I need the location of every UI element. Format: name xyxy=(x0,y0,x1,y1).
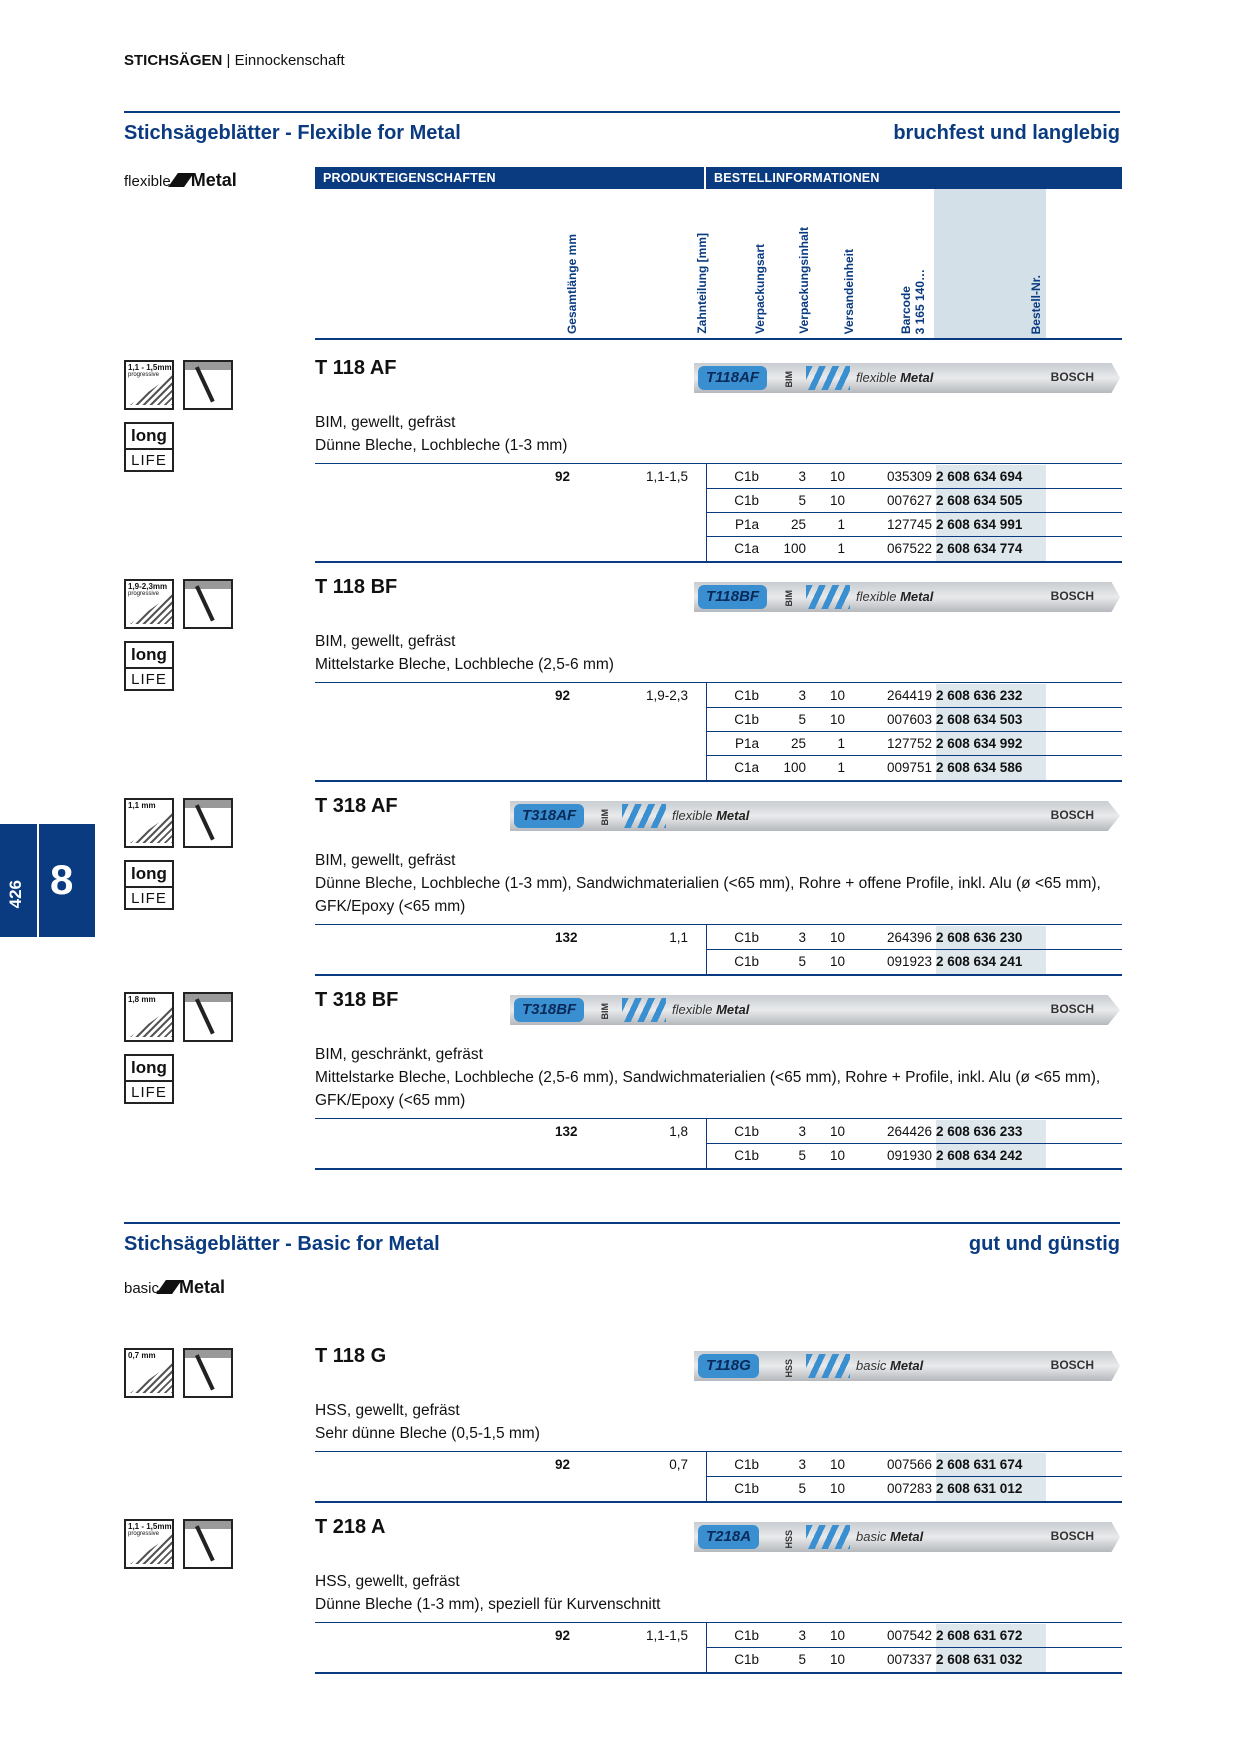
cell-barcode: 009751 xyxy=(886,760,932,775)
cell-ship-unit: 10 xyxy=(829,1628,845,1643)
blade-material: BIM xyxy=(784,371,794,388)
cell-pitch: 1,1-1,5 xyxy=(645,469,688,484)
product-material: BIM, gewellt, gefräst xyxy=(315,633,456,650)
cell-pack-type: C1b xyxy=(734,1124,759,1139)
cell-ship-unit: 10 xyxy=(829,1124,845,1139)
cell-order-number: 2 608 634 503 xyxy=(936,712,1023,727)
cell-pack-qty: 25 xyxy=(790,736,806,751)
blade-code: T318BF xyxy=(514,998,584,1022)
table-bottom-rule xyxy=(315,780,1122,782)
cell-pack-qty: 5 xyxy=(798,493,806,508)
saw-blade-image xyxy=(694,577,1120,617)
blade-stripes-icon xyxy=(806,585,850,609)
long-life-icon xyxy=(124,860,174,910)
cell-order-number: 2 608 634 242 xyxy=(936,1148,1023,1163)
product-title: T 118 AF xyxy=(315,357,397,379)
blade-stripes-icon xyxy=(622,804,666,828)
blade-series-mark xyxy=(856,1529,923,1544)
cell-pitch: 0,7 xyxy=(669,1457,688,1472)
cell-pack-qty: 3 xyxy=(798,1457,806,1472)
col-header-barcode-2: 3 165 140… xyxy=(913,268,927,334)
cell-pack-qty: 25 xyxy=(790,517,806,532)
table-bottom-rule xyxy=(315,974,1122,976)
cell-pitch: 1,1 xyxy=(669,930,688,945)
blade-word: Metal xyxy=(716,808,750,823)
blade-stripes-icon xyxy=(806,1354,850,1378)
table-top-rule xyxy=(315,682,1122,683)
blade-series: flexible xyxy=(856,589,897,604)
table-top-rule xyxy=(315,1118,1122,1119)
table-row xyxy=(315,1624,1122,1648)
cell-barcode: 007566 xyxy=(886,1457,932,1472)
table-bottom-rule xyxy=(315,1168,1122,1170)
cell-ship-unit: 10 xyxy=(829,469,845,484)
table-bottom-rule xyxy=(315,1672,1122,1674)
product-application: Mittelstarke Bleche, Lochbleche (2,5-6 mm), Sandwichmaterialien (<65 mm), Rohre + Profile, inkl. Alu (ø <65 mm), GFK/Epoxy (<65 mm) xyxy=(315,1069,1101,1109)
cell-order-number: 2 608 631 012 xyxy=(936,1481,1023,1496)
cell-barcode: 091923 xyxy=(886,954,932,969)
table-row xyxy=(315,1648,1122,1672)
cell-pack-qty: 5 xyxy=(798,712,806,727)
cell-ship-unit: 10 xyxy=(829,954,845,969)
product-material: BIM, geschränkt, gefräst xyxy=(315,1046,483,1063)
blade-brand: BOSCH xyxy=(1050,1529,1094,1543)
cell-pack-type: C1b xyxy=(734,688,759,703)
cell-length: 92 xyxy=(555,688,571,703)
cell-pitch: 1,1-1,5 xyxy=(645,1628,688,1643)
column-divider xyxy=(706,463,707,561)
logo-word: Metal xyxy=(190,170,237,190)
saw-blade-image xyxy=(510,990,1120,1030)
cell-barcode: 127752 xyxy=(886,736,932,751)
material-band xyxy=(185,1521,231,1529)
long-life-icon xyxy=(124,422,174,472)
cell-pack-type: C1b xyxy=(734,469,759,484)
blade-material: HSS xyxy=(784,1530,794,1549)
col-header-order-no: Bestell-Nr. xyxy=(1029,274,1043,334)
product-application: Sehr dünne Bleche (0,5-1,5 mm) xyxy=(315,1425,540,1442)
cell-ship-unit: 10 xyxy=(829,1481,845,1496)
progressive-label: progressive xyxy=(128,372,160,378)
blade-series: flexible xyxy=(856,370,897,385)
cell-pack-qty: 100 xyxy=(783,760,806,775)
cell-pack-type: C1b xyxy=(734,493,759,508)
blade-series-mark xyxy=(856,1358,923,1373)
cell-pack-type: C1b xyxy=(734,954,759,969)
product-material: HSS, gewellt, gefräst xyxy=(315,1573,460,1590)
column-divider xyxy=(706,924,707,974)
cell-ship-unit: 10 xyxy=(829,1148,845,1163)
product-material: HSS, gewellt, gefräst xyxy=(315,1402,460,1419)
section-title: Stichsägeblätter - Flexible for Metal xyxy=(124,122,461,144)
cell-pack-type: C1a xyxy=(734,760,759,775)
cell-length: 92 xyxy=(555,1457,571,1472)
material-band xyxy=(185,1350,231,1358)
cell-barcode: 264419 xyxy=(886,688,932,703)
table-row xyxy=(315,684,1122,708)
chapter-number: 8 xyxy=(50,856,74,903)
cell-pack-type: P1a xyxy=(734,517,759,532)
cell-barcode: 007283 xyxy=(886,1481,932,1496)
cell-ship-unit: 10 xyxy=(829,688,845,703)
blade-series: basic xyxy=(856,1529,887,1544)
logo-prefix: flexible xyxy=(124,173,171,190)
table-row xyxy=(315,926,1122,950)
cell-order-number: 2 608 634 586 xyxy=(936,760,1023,775)
blade-brand: BOSCH xyxy=(1050,1358,1094,1372)
cut-line xyxy=(195,998,215,1034)
col-header-pack-type: Verpackungsart xyxy=(753,243,767,334)
cell-pack-type: C1b xyxy=(734,1148,759,1163)
long-life-icon xyxy=(124,1054,174,1104)
tooth-pitch-icon xyxy=(124,992,174,1042)
long-life-icon xyxy=(124,641,174,691)
cut-line xyxy=(195,366,215,402)
long-life-bottom: LIFE xyxy=(131,671,167,688)
cell-barcode: 127745 xyxy=(886,517,932,532)
blade-brand: BOSCH xyxy=(1050,589,1094,603)
cell-barcode: 264426 xyxy=(886,1124,932,1139)
column-divider xyxy=(706,1622,707,1672)
tooth-pitch-label: 1,8 mm xyxy=(128,995,156,1004)
product-application: Dünne Bleche (1-3 mm), speziell für Kurvenschnitt xyxy=(315,1596,661,1613)
tooth-pitch-icon xyxy=(124,1519,174,1569)
cell-pack-type: C1b xyxy=(734,1457,759,1472)
breadcrumb-category: STICHSÄGEN xyxy=(124,52,223,69)
tooth-pitch-label: 1,1 - 1,5mm xyxy=(128,1522,172,1531)
cell-order-number: 2 608 634 505 xyxy=(936,493,1023,508)
cut-line xyxy=(195,1525,215,1561)
blade-series-mark xyxy=(672,1002,749,1017)
blade-brand: BOSCH xyxy=(1050,370,1094,384)
product-application: Dünne Bleche, Lochbleche (1-3 mm) xyxy=(315,437,568,454)
section-rule xyxy=(124,111,1120,113)
cell-pack-type: C1b xyxy=(734,930,759,945)
table-row xyxy=(315,537,1122,561)
cell-pack-type: C1b xyxy=(734,1481,759,1496)
product-description xyxy=(315,630,1125,676)
breadcrumb-subcategory: Einnockenschaft xyxy=(234,52,345,69)
blade-stripes-icon xyxy=(622,998,666,1022)
blade-code: T218A xyxy=(698,1525,759,1549)
material-band xyxy=(185,581,231,589)
product-application: Dünne Bleche, Lochbleche (1-3 mm), Sandwichmaterialien (<65 mm), Rohre + offene Profile, inkl. Alu (ø <65 mm), GFK/Epoxy (<65 mm) xyxy=(315,875,1101,915)
teeth-hatch-icon xyxy=(130,1363,172,1393)
cell-barcode: 007542 xyxy=(886,1628,932,1643)
tooth-pitch-label: 0,7 mm xyxy=(128,1351,156,1360)
cut-line xyxy=(195,585,215,621)
straight-cut-icon xyxy=(183,1348,233,1398)
flexible-metal-logo xyxy=(124,170,237,191)
blade-word: Metal xyxy=(889,1358,924,1373)
table-top-rule xyxy=(315,1451,1122,1452)
blade-series: flexible xyxy=(672,808,713,823)
cell-length: 132 xyxy=(555,930,578,945)
section-rule xyxy=(124,1222,1120,1224)
saw-blade-image xyxy=(694,358,1120,398)
logo-prefix: basic xyxy=(124,1280,160,1297)
blade-series: flexible xyxy=(672,1002,713,1017)
cell-ship-unit: 1 xyxy=(837,736,845,751)
section-tagline: bruchfest und langlebig xyxy=(893,122,1120,144)
curve-cut-icon xyxy=(183,1519,233,1569)
col-header-length: Gesamtlänge mm xyxy=(565,233,579,334)
cell-order-number: 2 608 634 992 xyxy=(936,736,1023,751)
material-band xyxy=(185,362,231,370)
col-header-pitch: Zahnteilung [mm] xyxy=(695,233,709,334)
blade-material: BIM xyxy=(600,809,610,826)
cell-pack-qty: 5 xyxy=(798,1652,806,1667)
table-row xyxy=(315,1453,1122,1477)
cut-line xyxy=(195,1354,215,1390)
straight-cut-icon xyxy=(183,992,233,1042)
col-header-barcode-1: Barcode xyxy=(899,285,913,334)
cell-order-number: 2 608 634 694 xyxy=(936,469,1023,484)
cell-pack-qty: 3 xyxy=(798,469,806,484)
cell-order-number: 2 608 634 991 xyxy=(936,517,1023,532)
table-row xyxy=(315,756,1122,780)
saw-blade-image xyxy=(694,1346,1120,1386)
table-header-rule xyxy=(315,338,1122,340)
breadcrumb-separator: | xyxy=(226,52,235,69)
table-bottom-rule xyxy=(315,561,1122,563)
cell-order-number: 2 608 631 672 xyxy=(936,1628,1023,1643)
blade-series: basic xyxy=(856,1358,887,1373)
cell-barcode: 035309 xyxy=(886,469,932,484)
cell-pack-qty: 3 xyxy=(798,1628,806,1643)
cell-pack-qty: 3 xyxy=(798,1124,806,1139)
blade-brand: BOSCH xyxy=(1050,1002,1094,1016)
product-description xyxy=(315,849,1125,918)
blade-stripes-icon xyxy=(806,1525,850,1549)
tooth-pitch-icon xyxy=(124,1348,174,1398)
cell-pack-qty: 5 xyxy=(798,1481,806,1496)
product-title: T 118 BF xyxy=(315,576,398,598)
section-tagline: gut und günstig xyxy=(968,1233,1120,1255)
logo-word: Metal xyxy=(179,1277,226,1297)
cell-barcode: 067522 xyxy=(886,541,932,556)
cell-order-number: 2 608 636 233 xyxy=(936,1124,1023,1139)
cell-pack-type: C1a xyxy=(734,541,759,556)
product-application: Mittelstarke Bleche, Lochbleche (2,5-6 mm) xyxy=(315,656,614,673)
section-title: Stichsägeblätter - Basic for Metal xyxy=(124,1233,440,1255)
group-header-product: PRODUKTEIGENSCHAFTEN xyxy=(315,167,704,189)
tooth-pitch-icon xyxy=(124,360,174,410)
cell-ship-unit: 10 xyxy=(829,1652,845,1667)
product-title: T 318 BF xyxy=(315,989,399,1011)
product-material: BIM, gewellt, gefräst xyxy=(315,852,456,869)
cell-length: 92 xyxy=(555,469,571,484)
table-top-rule xyxy=(315,463,1122,464)
cell-ship-unit: 1 xyxy=(837,760,845,775)
cell-pack-qty: 100 xyxy=(783,541,806,556)
blade-code: T118G xyxy=(698,1354,759,1378)
blade-series-mark xyxy=(672,808,749,823)
cell-order-number: 2 608 634 241 xyxy=(936,954,1023,969)
saw-blade-image xyxy=(694,1517,1120,1557)
cell-barcode: 264396 xyxy=(886,930,932,945)
col-header-ship-unit: Versandeinheit xyxy=(842,248,856,334)
long-life-top: long xyxy=(126,1056,172,1082)
long-life-top: long xyxy=(126,643,172,669)
cell-order-number: 2 608 636 230 xyxy=(936,930,1023,945)
col-header-pack-qty: Verpackungsinhalt xyxy=(797,227,811,334)
blade-word: Metal xyxy=(900,370,934,385)
cell-pack-qty: 3 xyxy=(798,930,806,945)
cell-pack-qty: 3 xyxy=(798,688,806,703)
progressive-label: progressive xyxy=(128,591,160,597)
cell-ship-unit: 10 xyxy=(829,493,845,508)
table-top-rule xyxy=(315,924,1122,925)
progressive-label: progressive xyxy=(128,1531,160,1537)
tooth-pitch-label: 1,1 - 1,5mm xyxy=(128,363,172,372)
cell-ship-unit: 1 xyxy=(837,517,845,532)
tooth-pitch-icon xyxy=(124,798,174,848)
tooth-pitch-icon xyxy=(124,579,174,629)
cell-pitch: 1,8 xyxy=(669,1124,688,1139)
group-header-order: BESTELLINFORMATIONEN xyxy=(706,167,1122,189)
table-row xyxy=(315,1144,1122,1168)
blade-series-mark xyxy=(856,370,933,385)
blade-series-mark xyxy=(856,589,933,604)
cut-line xyxy=(195,804,215,840)
cell-length: 132 xyxy=(555,1124,578,1139)
cell-pack-qty: 5 xyxy=(798,954,806,969)
long-life-top: long xyxy=(126,862,172,888)
cell-ship-unit: 10 xyxy=(829,712,845,727)
chapter-tab xyxy=(0,824,95,937)
blade-material: BIM xyxy=(600,1003,610,1020)
table-row xyxy=(315,708,1122,732)
table-row xyxy=(315,1477,1122,1501)
blade-code: T118AF xyxy=(698,366,767,390)
teeth-hatch-icon xyxy=(130,1534,172,1564)
cell-order-number: 2 608 634 774 xyxy=(936,541,1023,556)
cell-ship-unit: 10 xyxy=(829,1457,845,1472)
blade-material: HSS xyxy=(784,1359,794,1378)
product-description xyxy=(315,1399,1125,1445)
saw-blade-image xyxy=(510,796,1120,836)
tooth-pitch-label: 1,1 mm xyxy=(128,801,156,810)
blade-brand: BOSCH xyxy=(1050,808,1094,822)
tab-divider xyxy=(37,824,39,937)
cell-pack-type: C1b xyxy=(734,1652,759,1667)
cell-pack-type: P1a xyxy=(734,736,759,751)
blade-code: T318AF xyxy=(514,804,584,828)
table-row xyxy=(315,950,1122,974)
product-description xyxy=(315,411,1125,457)
cell-barcode: 007603 xyxy=(886,712,932,727)
tooth-pitch-label: 1,9-2,3mm xyxy=(128,582,168,591)
column-divider xyxy=(706,1451,707,1501)
material-band xyxy=(185,800,231,808)
blade-material: BIM xyxy=(784,590,794,607)
teeth-hatch-icon xyxy=(130,375,172,405)
cell-ship-unit: 1 xyxy=(837,541,845,556)
product-material: BIM, gewellt, gefräst xyxy=(315,414,456,431)
table-top-rule xyxy=(315,1622,1122,1623)
product-title: T 318 AF xyxy=(315,795,398,817)
cell-pack-qty: 5 xyxy=(798,1148,806,1163)
product-title: T 118 G xyxy=(315,1345,387,1367)
teeth-hatch-icon xyxy=(130,1007,172,1037)
cell-order-number: 2 608 631 674 xyxy=(936,1457,1023,1472)
cell-barcode: 007337 xyxy=(886,1652,932,1667)
basic-metal-logo xyxy=(124,1277,225,1298)
product-description xyxy=(315,1570,1125,1616)
blade-word: Metal xyxy=(889,1529,924,1544)
straight-cut-icon xyxy=(183,360,233,410)
long-life-bottom: LIFE xyxy=(131,452,167,469)
blade-word: Metal xyxy=(900,589,934,604)
column-divider xyxy=(706,682,707,780)
blade-stripes-icon xyxy=(806,366,850,390)
long-life-top: long xyxy=(126,424,172,450)
table-row xyxy=(315,732,1122,756)
cell-length: 92 xyxy=(555,1628,571,1643)
teeth-hatch-icon xyxy=(130,813,172,843)
cell-order-number: 2 608 636 232 xyxy=(936,688,1023,703)
cell-order-number: 2 608 631 032 xyxy=(936,1652,1023,1667)
column-divider xyxy=(706,1118,707,1168)
blade-word: Metal xyxy=(716,1002,750,1017)
cell-pack-type: C1b xyxy=(734,712,759,727)
blade-code: T118BF xyxy=(698,585,767,609)
product-title: T 218 A xyxy=(315,1516,386,1538)
cell-ship-unit: 10 xyxy=(829,930,845,945)
cell-pack-type: C1b xyxy=(734,1628,759,1643)
table-row xyxy=(315,465,1122,489)
page-number: 426 xyxy=(6,880,25,909)
teeth-hatch-icon xyxy=(130,594,172,624)
straight-cut-icon xyxy=(183,798,233,848)
table-bottom-rule xyxy=(315,1501,1122,1503)
cell-barcode: 007627 xyxy=(886,493,932,508)
long-life-bottom: LIFE xyxy=(131,890,167,907)
cell-pitch: 1,9-2,3 xyxy=(645,688,688,703)
breadcrumb xyxy=(124,52,345,69)
table-row xyxy=(315,489,1122,513)
material-band xyxy=(185,994,231,1002)
cell-barcode: 091930 xyxy=(886,1148,932,1163)
long-life-bottom: LIFE xyxy=(131,1084,167,1101)
table-row xyxy=(315,513,1122,537)
straight-cut-icon xyxy=(183,579,233,629)
product-description xyxy=(315,1043,1125,1112)
table-row xyxy=(315,1120,1122,1144)
